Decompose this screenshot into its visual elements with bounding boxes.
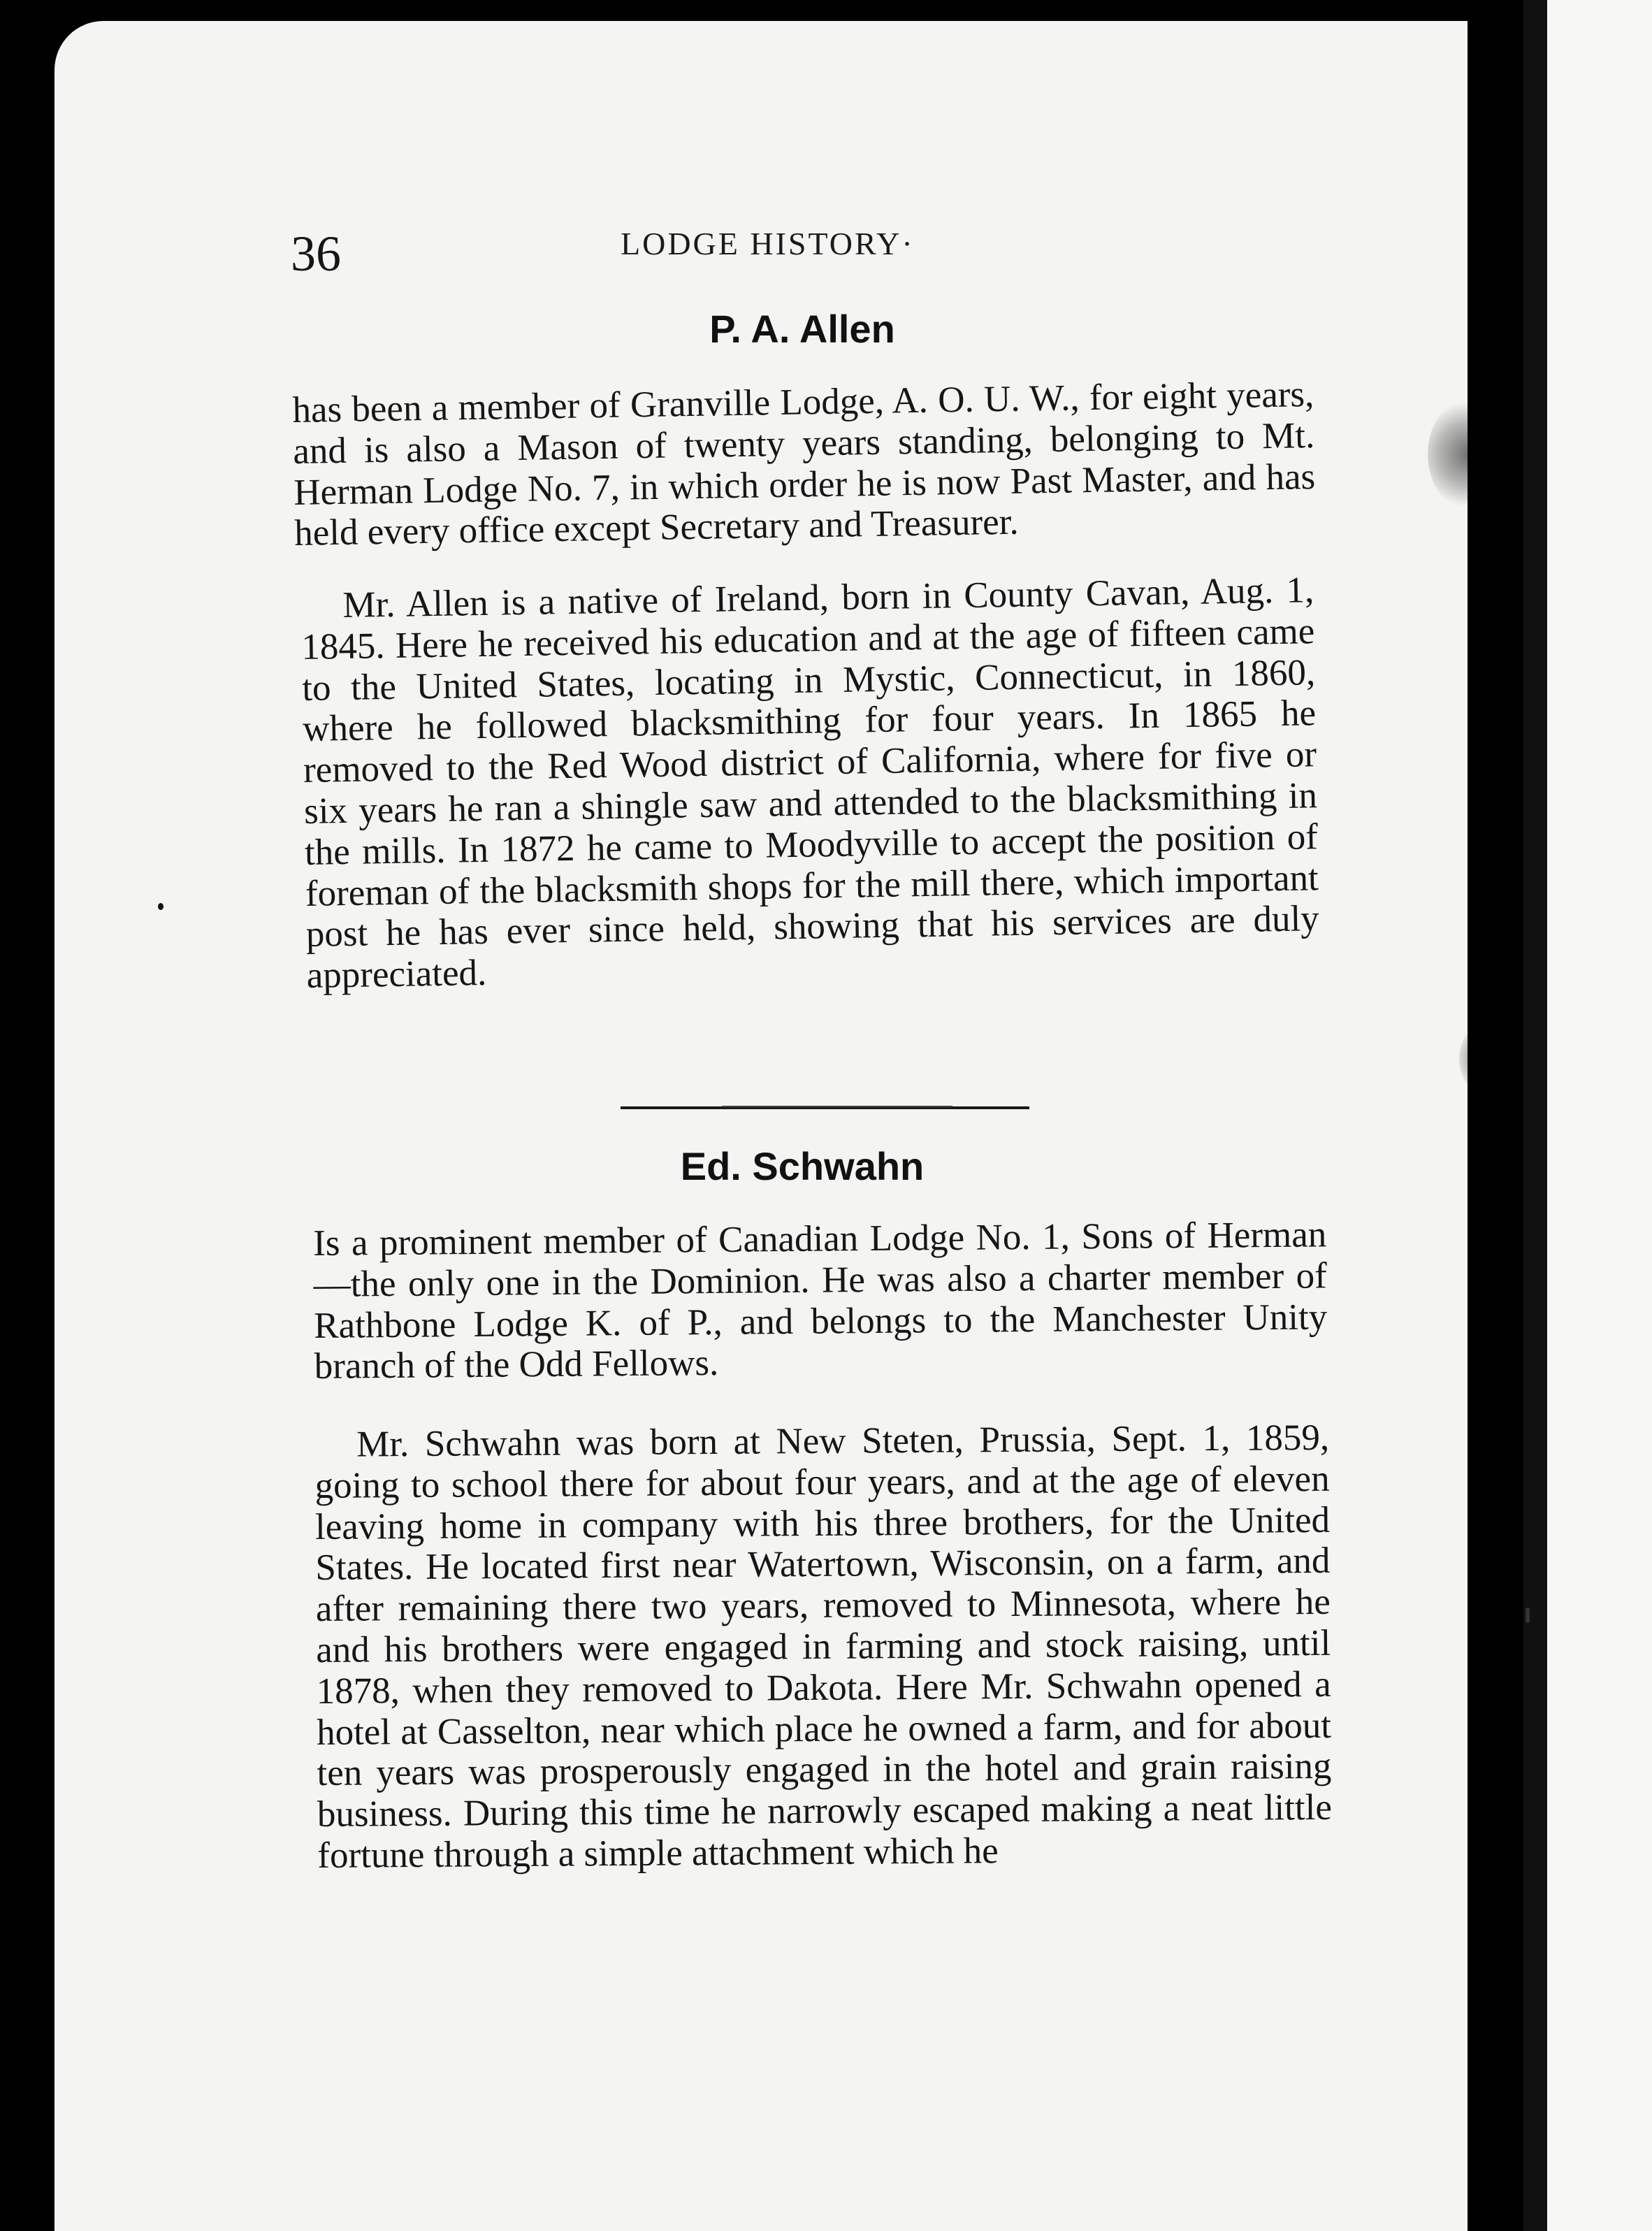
section-title-allen: P. A. Allen [709, 307, 895, 351]
section-title-schwahn: Ed. Schwahn [680, 1144, 925, 1188]
facing-page-edge [1523, 0, 1652, 2231]
ink-bleed-blot [1428, 398, 1468, 510]
running-head: LODGE HISTORY· [621, 226, 915, 261]
paragraph-text: Mr. Schwahn was born at New Steten, Prussia, Sept. 1, 1859, going to school there for about four years, and at the age of eleven leaving home in company with his three brothers, for the United States. He located first near Watertown, Wisconsin, on a farm, and after remaining there two years, removed to Minnesota, where he and his brothers were engaged in farming and stock raising, until 1878, when they removed to Dakota. Here Mr. Schwahn opened a hotel at Casselton, near which place he owned a farm, and for about ten years was prosperously engaged in the hotel and grain raising business. During this time he narrowly escaped making a neat little fortune through a simple attachment which he [314, 1417, 1333, 1876]
section-divider-accent [722, 1106, 952, 1107]
scan-border [0, 0, 84, 21]
page-edge-shadow [1523, 0, 1547, 2231]
paragraph-schwahn-biography [314, 1417, 1332, 1877]
paragraph-text: has been a member of Granville Lodge, A. O. U. W., for eight years, and is also a Mason of twenty years standing, belonging to Mt. Herman Lodge No. 7, in which order he is now Past Master, and has held every office except Secretary and Treasurer. [292, 374, 1316, 554]
book-gutter [1468, 0, 1523, 2231]
page-number: 36 [291, 226, 341, 282]
ink-bleed-blot [1459, 1020, 1468, 1097]
margin-speck [158, 903, 164, 910]
margin-speck [1526, 1608, 1530, 1623]
paragraph-text: Mr. Allen is a native of Ireland, born in County Cavan, Aug. 1, 1845. Here he received his education and at the age of fifteen came to the United States, locating in Mystic, Connecticut, in 1860, where he followed blacksmithing for four years. In 1865 he removed to the Red Wood district of California, where for five or six years he ran a shingle saw and attended to the blacksmithing in the mills. In 1872 he came to Moodyville to accept the position of foreman of the blacksmith shops for the mill there, which important post he has ever since held, showing that his services are duly appreciated. [300, 570, 1320, 997]
paragraph-allen-membership [292, 374, 1317, 554]
paragraph-text: Is a prominent member of Canadian Lodge No. 1, Sons of Herman—the only one in the Dominion. He was also a charter member of Rathbone Lodge K. of P., and belongs to the Manchester Unity branch of the Odd Fellows. [313, 1214, 1328, 1387]
paragraph-allen-biography [300, 570, 1320, 997]
book-page [55, 21, 1468, 2231]
paragraph-schwahn-membership [313, 1214, 1328, 1387]
